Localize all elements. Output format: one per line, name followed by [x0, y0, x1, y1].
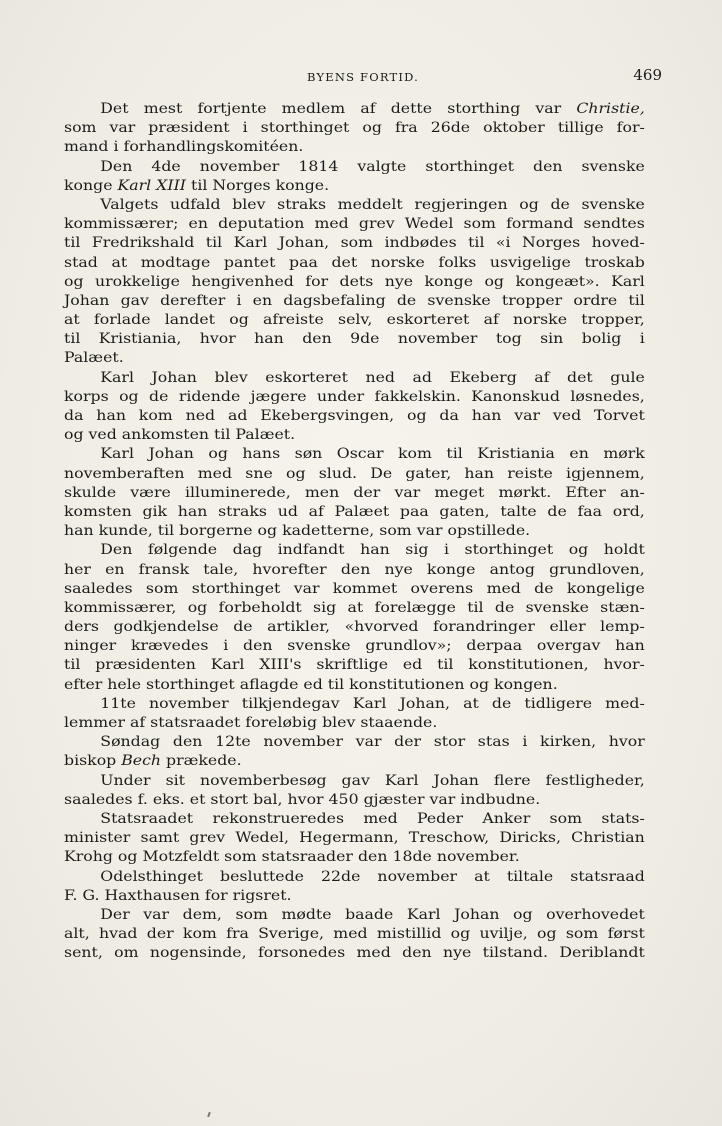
- text-line: saaledes som storthinget var kommet overens med de kongelige: [64, 580, 645, 597]
- text-line: saaledes f. eks. et stort bal, hvor 450 gjæster var indbudne.: [64, 791, 541, 808]
- text-line: her en fransk tale, hvorefter den nye konge antog grundloven,: [64, 561, 645, 578]
- text-line: Palæet.: [64, 350, 124, 367]
- text-line: ders godkjendelse de artikler, «hvorved forandringer eller lemp-: [64, 619, 645, 636]
- text-line: efter hele storthinget aflagde ed til konstitutionen og kongen.: [64, 676, 558, 693]
- text-line: konge Karl XIII til Norges konge.: [64, 177, 330, 194]
- text-line: Statsraadet rekonstrueredes med Peder Anker som stats-: [100, 810, 645, 827]
- text-line: Karl Johan og hans søn Oscar kom til Kristiania en mørk: [100, 446, 645, 463]
- text-line: at forlade landet og afreiste selv, eskorteret af norske tropper,: [64, 312, 645, 329]
- text-line: korps og de ridende jægere under fakkelskin. Kanonskud løsnedes,: [64, 388, 645, 405]
- text-line: alt, hvad der kom fra Sverige, med mistillid og uvilje, og som først: [64, 926, 645, 943]
- text-line: F. G. Haxthausen for rigsret.: [64, 887, 292, 904]
- text-line: novemberaften med sne og slud. De gater, han reiste igjennem,: [64, 465, 645, 482]
- text-line: komsten gik han straks ud af Palæet paa gaten, talte de faa ord,: [64, 503, 645, 520]
- text-line: til præsidenten Karl XIII's skriftlige ed til konstitutionen, hvor-: [64, 657, 645, 674]
- text-line: skulde være illuminerede, men der var meget mørkt. Efter an-: [64, 484, 645, 501]
- body-text: [64, 100, 645, 963]
- text-line: og ved ankomsten til Palæet.: [64, 427, 296, 444]
- text-line: Det mest fortjente medlem af dette storthing var Christie,: [100, 101, 645, 117]
- text-line: mand i forhandlingskomitéen.: [64, 139, 304, 156]
- text-line: lemmer af statsraadet foreløbig blev staaende.: [64, 715, 438, 731]
- text-line: Søndag den 12te november var der stor stas i kirken, hvor: [100, 734, 645, 751]
- text-line: Der var dem, som mødte baade Karl Johan og overhovedet: [100, 906, 645, 923]
- text-line: sent, om nogensinde, forsonedes med den nye tilstand. Deriblandt: [64, 945, 645, 962]
- text-line: stad at modtage pantet paa det norske folks usvigelige troskab: [64, 254, 645, 271]
- text-line: minister samt grev Wedel, Hegermann, Treschow, Diricks, Christian: [64, 830, 645, 847]
- text-line: til Fredrikshald til Karl Johan, som indbødes til «i Norges hoved-: [64, 235, 645, 252]
- text-line: som var præsident i storthinget og fra 26de oktober tillige for-: [64, 120, 645, 137]
- paper-speck: [207, 1112, 211, 1117]
- text-line: ninger krævedes i den svenske grundlov»; derpaa overgav han: [64, 638, 645, 655]
- text-line: Den 4de november 1814 valgte storthinget den svenske: [100, 158, 645, 175]
- text-line: Valgets udfald blev straks meddelt regjeringen og de svenske: [100, 196, 645, 213]
- text-line: Johan gav derefter i en dagsbefaling de svenske tropper ordre til: [64, 292, 645, 309]
- text-line: han kunde, til borgerne og kadetterne, som var opstillede.: [64, 523, 531, 540]
- text-line: 11te november tilkjendegav Karl Johan, at de tidligere med-: [100, 695, 645, 712]
- text-line: Krohg og Motzfeldt som statsraader den 18de november.: [64, 849, 520, 866]
- text-line: Under sit novemberbesøg gav Karl Johan flere festligheder,: [100, 772, 645, 789]
- text-line: til Kristiania, hvor han den 9de november tog sin bolig i: [64, 331, 645, 348]
- text-line: kommissærer, og forbeholdt sig at forelægge til de svenske stæn-: [64, 599, 645, 616]
- page-number: 469: [633, 66, 662, 84]
- text-line: Karl Johan blev eskorteret ned ad Ekeberg af det gule: [100, 369, 645, 386]
- text-line: Den følgende dag indfandt han sig i storthinget og holdt: [100, 542, 645, 559]
- text-line: da han kom ned ad Ekebergsvingen, og da han var ved Torvet: [64, 408, 645, 424]
- text-line: kommissærer; en deputation med grev Wedel som formand sendtes: [64, 216, 645, 233]
- text-line: og urokkelige hengivenhed for dets nye konge og kongeæt». Karl: [64, 273, 645, 290]
- text-line: biskop Bech prækede.: [64, 753, 242, 770]
- text-line: Odelsthinget besluttede 22de november at tiltale statsraad: [100, 868, 645, 885]
- page-header: [64, 66, 662, 88]
- running-title: BYENS FORTID.: [307, 70, 419, 84]
